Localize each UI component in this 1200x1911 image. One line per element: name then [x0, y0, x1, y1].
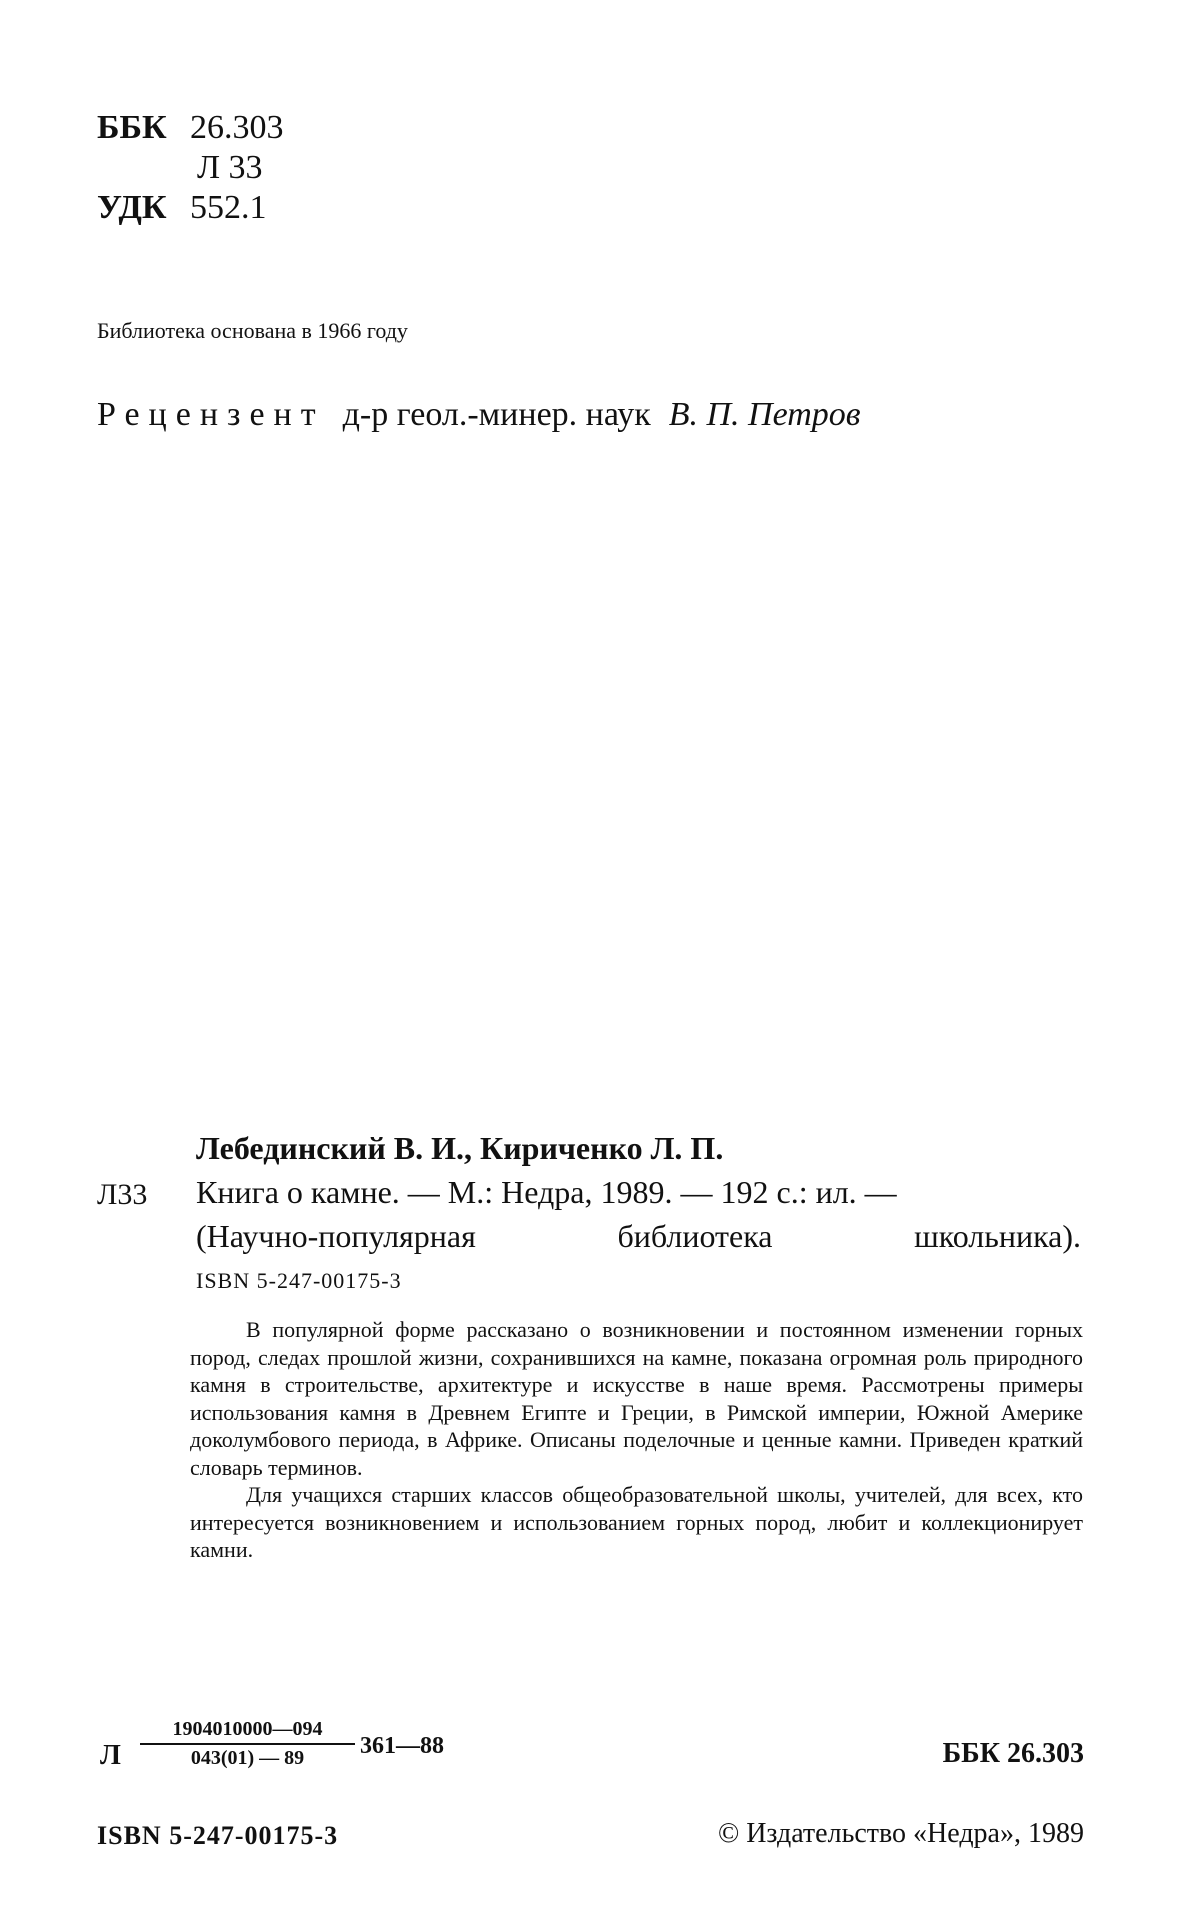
publication-index-suffix: 361—88 — [360, 1733, 444, 1759]
udk-label: УДК — [97, 189, 167, 226]
bbk-value: 26.303 — [190, 109, 284, 146]
series-line: (Научно-популярная библиотека школьника). — [196, 1218, 1081, 1254]
book-title-line: Книга о камне. — М.: Недра, 1989. — 192 с.: ил. — — [196, 1174, 897, 1210]
publication-index-denominator: 043(01) — 89 — [190, 1747, 305, 1769]
library-founded-note: Библиотека основана в 1966 году — [97, 318, 408, 343]
bbk-label: ББК — [97, 109, 167, 146]
library-cipher: Л33 — [97, 1178, 148, 1211]
reviewer-degree: д-р геол.-минер. наук — [342, 396, 651, 433]
reviewer-line — [97, 396, 861, 434]
authors: Лебединский В. И., Кириченко Л. П. — [196, 1130, 724, 1166]
annotation — [190, 1316, 1083, 1564]
reviewer-label: Рецензент — [97, 396, 325, 433]
footer-isbn: ISBN 5-247-00175-3 — [97, 1821, 339, 1850]
footer-bbk: ББК 26.303 — [942, 1738, 1084, 1769]
publication-index-fraction — [140, 1718, 355, 1770]
publication-index-numerator: 1904010000—094 — [140, 1718, 355, 1745]
annotation-paragraph: Для учащихся старших классов общеобразовательной школы, учителей, для всех, кто интересуется возникновением и использованием горных пород, любит и коллекционирует камни. — [190, 1482, 1083, 1562]
isbn-entry: ISBN 5-247-00175-3 — [196, 1268, 402, 1293]
author-mark: Л 33 — [197, 149, 263, 186]
copyright-notice: © Издательство «Недра», 1989 — [717, 1818, 1084, 1849]
publication-index-letter: Л — [100, 1740, 121, 1771]
reviewer-name: В. П. Петров — [668, 396, 861, 433]
annotation-paragraph: В популярной форме рассказано о возникновении и постоянном изменении горных пород, следах прошлой жизни, сохранившихся на камне, показана огромная роль природного камня в строительстве, архитектуре и искусстве в наше время. Рассмотрены примеры использования камня в Древнем Египте и Греции, в Римской империи, Южной Америке доколумбового периода, в Африке. Описаны поделочные и ценные камни. Приведен краткий словарь терминов. — [190, 1317, 1083, 1480]
udk-value: 552.1 — [190, 189, 267, 226]
